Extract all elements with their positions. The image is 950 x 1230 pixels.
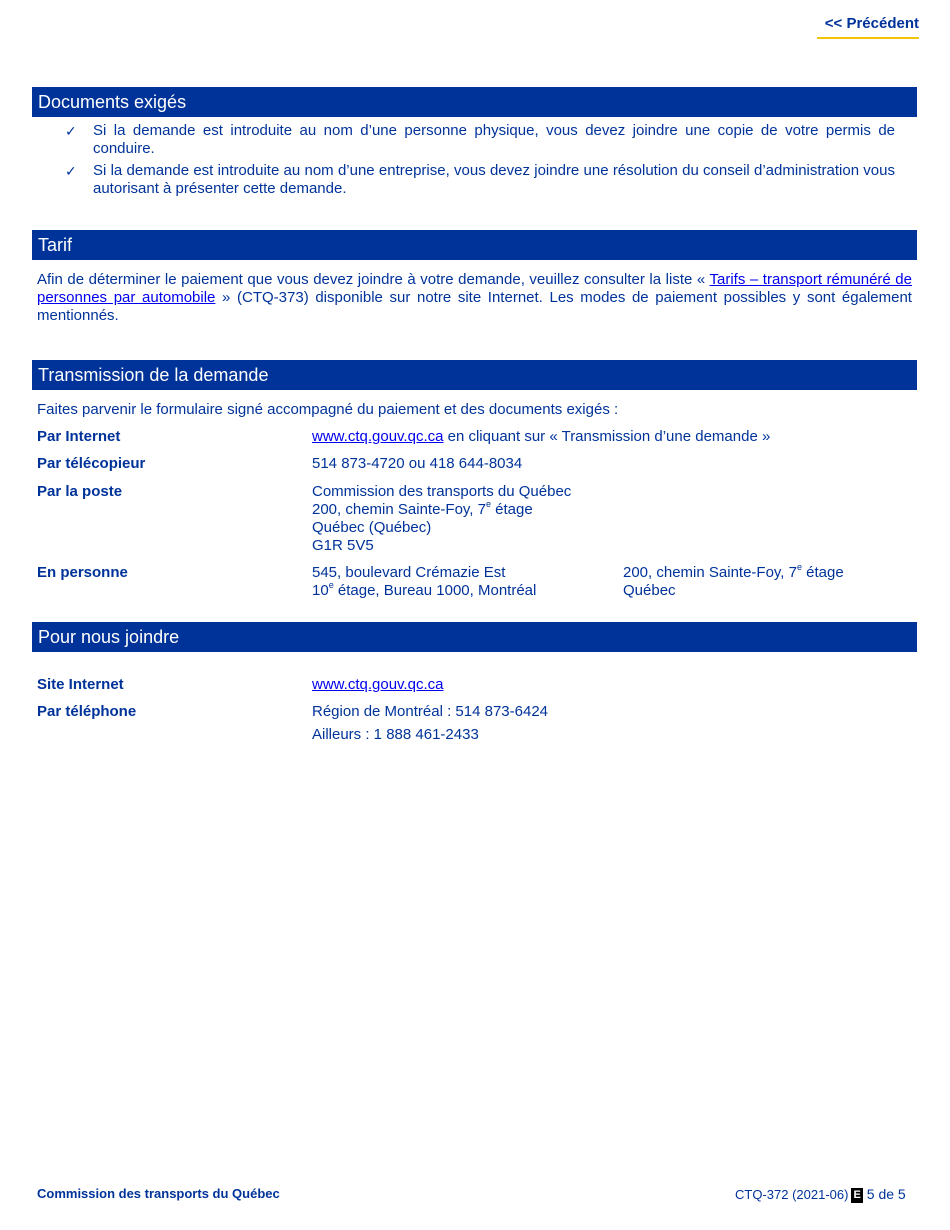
ctq-website-link[interactable]: www.ctq.gouv.qc.ca: [312, 676, 444, 693]
list-item: [62, 162, 895, 198]
document-item-text: Si la demande est introduite au nom d’une entreprise, vous devez joindre une résolution du conseil d’administration vous autorisant à présenter cette demande.: [93, 162, 895, 197]
internet-label: Par Internet: [37, 428, 121, 445]
website-label: Site Internet: [37, 676, 124, 693]
mail-line: Québec (Québec): [312, 519, 432, 536]
checkmark-icon: ✓: [65, 123, 77, 139]
in-person-label: En personne: [37, 564, 128, 581]
mail-label: Par la poste: [37, 483, 123, 500]
address-line: 545, boulevard Crémazie Est: [312, 564, 506, 581]
address-line: Québec: [623, 582, 676, 599]
footer-organization: Commission des transports du Québec: [37, 1186, 280, 1201]
fax-label: Par télécopieur: [37, 455, 146, 472]
form-mark: E: [853, 1189, 861, 1201]
page-number: 5 de 5: [866, 1186, 906, 1202]
ctq-website-link[interactable]: www.ctq.gouv.qc.ca: [312, 428, 444, 445]
documents-list: [62, 122, 895, 202]
phone-label: Par téléphone: [37, 703, 137, 720]
list-item: [62, 122, 895, 158]
tarif-text-after: » (CTQ-373) disponible sur notre site Internet. Les modes de paiement possibles y sont également mentionnés.: [37, 289, 912, 324]
montreal-office-address: [312, 564, 536, 600]
phone-montreal: Région de Montréal : 514 873-6424: [312, 703, 549, 720]
document-item-text: Si la demande est introduite au nom d’une personne physique, vous devez joindre une copie de votre permis de conduire.: [93, 122, 895, 157]
tarif-paragraph: [37, 271, 912, 325]
form-code: CTQ-372 (2021-06): [735, 1187, 849, 1202]
address-line: 10e étage, Bureau 1000, Montréal: [312, 580, 537, 599]
mail-line: G1R 5V5: [312, 537, 374, 554]
mail-line: Commission des transports du Québec: [312, 483, 572, 500]
section-header-transmission: Transmission de la demande: [32, 360, 917, 390]
address-line: 200, chemin Sainte-Foy, 7e étage: [623, 562, 844, 581]
phone-elsewhere: Ailleurs : 1 888 461-2433: [312, 726, 479, 743]
footer-form-info: [735, 1186, 906, 1203]
internet-text: en cliquant sur « Transmission d’une demande »: [443, 428, 771, 445]
tarif-text-before: Afin de déterminer le paiement que vous devez joindre à votre demande, veuillez consulter la liste «: [37, 271, 710, 288]
previous-button[interactable]: << Précédent: [817, 14, 919, 39]
mail-address: [312, 483, 571, 555]
website-value: [312, 676, 443, 694]
quebec-office-address: [623, 564, 844, 600]
section-header-contact: Pour nous joindre: [32, 622, 917, 652]
internet-value: [312, 428, 770, 446]
section-header-tarif: Tarif: [32, 230, 917, 260]
mail-line: 200, chemin Sainte-Foy, 7e étage: [312, 499, 533, 518]
fax-value: 514 873-4720 ou 418 644-8034: [312, 455, 523, 472]
transmission-intro: Faites parvenir le formulaire signé accompagné du paiement et des documents exigés :: [37, 401, 619, 418]
tarifs-link[interactable]: Tarifs – transport rémunéré de personnes par automobile: [37, 271, 912, 306]
checkmark-icon: ✓: [65, 163, 77, 179]
section-header-documents: Documents exigés: [32, 87, 917, 117]
